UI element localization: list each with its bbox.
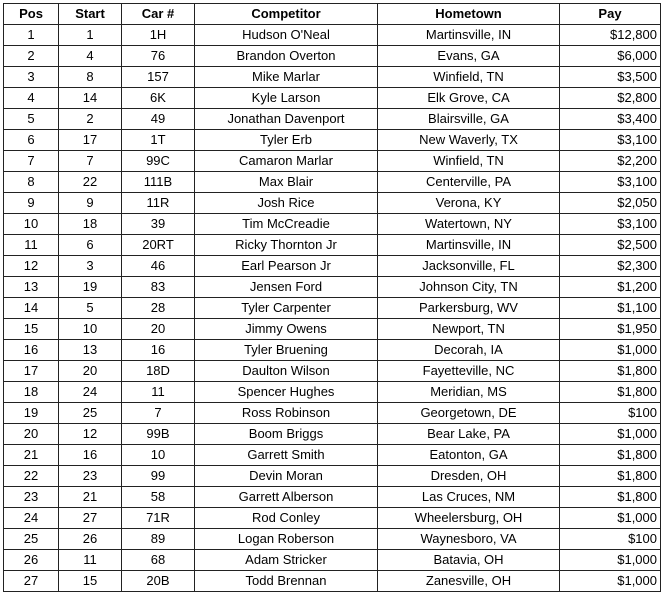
- cell-pos: 24: [4, 508, 59, 529]
- cell-start: 16: [59, 445, 122, 466]
- cell-car-number: 1T: [122, 130, 195, 151]
- cell-competitor: Tim McCreadie: [195, 214, 378, 235]
- cell-competitor: Garrett Smith: [195, 445, 378, 466]
- cell-car-number: 89: [122, 529, 195, 550]
- cell-pos: 19: [4, 403, 59, 424]
- cell-pos: 8: [4, 172, 59, 193]
- cell-pay: $1,000: [560, 508, 661, 529]
- results-table: [3, 3, 661, 592]
- cell-hometown: Watertown, NY: [378, 214, 560, 235]
- cell-hometown: Bear Lake, PA: [378, 424, 560, 445]
- cell-pos: 3: [4, 67, 59, 88]
- cell-pos: 2: [4, 46, 59, 67]
- table-row: [4, 571, 661, 592]
- cell-competitor: Spencer Hughes: [195, 382, 378, 403]
- table-row: [4, 256, 661, 277]
- cell-hometown: Martinsville, IN: [378, 25, 560, 46]
- cell-competitor: Logan Roberson: [195, 529, 378, 550]
- table-row: [4, 235, 661, 256]
- cell-start: 17: [59, 130, 122, 151]
- table-row: [4, 403, 661, 424]
- cell-competitor: Jonathan Davenport: [195, 109, 378, 130]
- cell-competitor: Max Blair: [195, 172, 378, 193]
- cell-hometown: Newport, TN: [378, 319, 560, 340]
- cell-car-number: 111B: [122, 172, 195, 193]
- cell-car-number: 99C: [122, 151, 195, 172]
- cell-pay: $1,000: [560, 424, 661, 445]
- cell-pos: 16: [4, 340, 59, 361]
- cell-competitor: Adam Stricker: [195, 550, 378, 571]
- cell-pay: $2,500: [560, 235, 661, 256]
- cell-hometown: Winfield, TN: [378, 151, 560, 172]
- cell-pos: 6: [4, 130, 59, 151]
- header-row: [4, 4, 661, 25]
- cell-start: 27: [59, 508, 122, 529]
- cell-competitor: Garrett Alberson: [195, 487, 378, 508]
- cell-competitor: Tyler Erb: [195, 130, 378, 151]
- cell-pay: $100: [560, 403, 661, 424]
- cell-car-number: 49: [122, 109, 195, 130]
- cell-pay: $3,400: [560, 109, 661, 130]
- cell-pay: $1,800: [560, 487, 661, 508]
- cell-start: 10: [59, 319, 122, 340]
- cell-hometown: Dresden, OH: [378, 466, 560, 487]
- table-row: [4, 46, 661, 67]
- cell-hometown: Batavia, OH: [378, 550, 560, 571]
- table-row: [4, 109, 661, 130]
- cell-competitor: Devin Moran: [195, 466, 378, 487]
- cell-car-number: 28: [122, 298, 195, 319]
- header-pos: Pos: [4, 4, 59, 25]
- table-row: [4, 67, 661, 88]
- table-row: [4, 298, 661, 319]
- table-row: [4, 382, 661, 403]
- cell-pos: 14: [4, 298, 59, 319]
- cell-pay: $1,800: [560, 382, 661, 403]
- cell-pay: $1,950: [560, 319, 661, 340]
- cell-start: 21: [59, 487, 122, 508]
- cell-start: 19: [59, 277, 122, 298]
- cell-competitor: Tyler Bruening: [195, 340, 378, 361]
- table-row: [4, 550, 661, 571]
- cell-hometown: Waynesboro, VA: [378, 529, 560, 550]
- cell-car-number: 58: [122, 487, 195, 508]
- cell-pay: $1,000: [560, 340, 661, 361]
- cell-hometown: Zanesville, OH: [378, 571, 560, 592]
- cell-pos: 20: [4, 424, 59, 445]
- cell-car-number: 76: [122, 46, 195, 67]
- cell-pay: $3,100: [560, 130, 661, 151]
- cell-pay: $3,500: [560, 67, 661, 88]
- cell-competitor: Kyle Larson: [195, 88, 378, 109]
- cell-car-number: 83: [122, 277, 195, 298]
- cell-hometown: Parkersburg, WV: [378, 298, 560, 319]
- cell-car-number: 1H: [122, 25, 195, 46]
- cell-pos: 1: [4, 25, 59, 46]
- table-row: [4, 277, 661, 298]
- cell-start: 2: [59, 109, 122, 130]
- cell-pay: $3,100: [560, 172, 661, 193]
- table-row: [4, 487, 661, 508]
- cell-start: 9: [59, 193, 122, 214]
- cell-pay: $1,800: [560, 445, 661, 466]
- cell-start: 24: [59, 382, 122, 403]
- cell-start: 23: [59, 466, 122, 487]
- cell-hometown: Georgetown, DE: [378, 403, 560, 424]
- cell-pos: 10: [4, 214, 59, 235]
- cell-start: 11: [59, 550, 122, 571]
- cell-pay: $1,100: [560, 298, 661, 319]
- cell-pos: 27: [4, 571, 59, 592]
- cell-pos: 25: [4, 529, 59, 550]
- cell-pos: 5: [4, 109, 59, 130]
- cell-hometown: Wheelersburg, OH: [378, 508, 560, 529]
- header-hometown: Hometown: [378, 4, 560, 25]
- cell-car-number: 7: [122, 403, 195, 424]
- cell-start: 15: [59, 571, 122, 592]
- table-row: [4, 319, 661, 340]
- table-row: [4, 529, 661, 550]
- cell-start: 6: [59, 235, 122, 256]
- cell-pos: 17: [4, 361, 59, 382]
- cell-pos: 26: [4, 550, 59, 571]
- cell-car-number: 20RT: [122, 235, 195, 256]
- cell-competitor: Josh Rice: [195, 193, 378, 214]
- cell-pos: 21: [4, 445, 59, 466]
- cell-pay: $6,000: [560, 46, 661, 67]
- cell-competitor: Todd Brennan: [195, 571, 378, 592]
- cell-hometown: Fayetteville, NC: [378, 361, 560, 382]
- cell-competitor: Ricky Thornton Jr: [195, 235, 378, 256]
- header-start: Start: [59, 4, 122, 25]
- cell-hometown: Verona, KY: [378, 193, 560, 214]
- cell-car-number: 6K: [122, 88, 195, 109]
- cell-car-number: 71R: [122, 508, 195, 529]
- cell-hometown: Evans, GA: [378, 46, 560, 67]
- cell-pos: 18: [4, 382, 59, 403]
- cell-start: 5: [59, 298, 122, 319]
- table-row: [4, 193, 661, 214]
- table-row: [4, 172, 661, 193]
- cell-start: 12: [59, 424, 122, 445]
- cell-start: 22: [59, 172, 122, 193]
- cell-competitor: Daulton Wilson: [195, 361, 378, 382]
- cell-start: 14: [59, 88, 122, 109]
- cell-pay: $1,000: [560, 571, 661, 592]
- cell-pos: 23: [4, 487, 59, 508]
- table-row: [4, 214, 661, 235]
- cell-hometown: Decorah, IA: [378, 340, 560, 361]
- cell-car-number: 10: [122, 445, 195, 466]
- header-car-number: Car #: [122, 4, 195, 25]
- cell-hometown: New Waverly, TX: [378, 130, 560, 151]
- header-pay: Pay: [560, 4, 661, 25]
- cell-competitor: Ross Robinson: [195, 403, 378, 424]
- cell-hometown: Blairsville, GA: [378, 109, 560, 130]
- cell-start: 1: [59, 25, 122, 46]
- cell-hometown: Elk Grove, CA: [378, 88, 560, 109]
- cell-competitor: Brandon Overton: [195, 46, 378, 67]
- cell-car-number: 11: [122, 382, 195, 403]
- table-row: [4, 88, 661, 109]
- cell-car-number: 18D: [122, 361, 195, 382]
- cell-competitor: Boom Briggs: [195, 424, 378, 445]
- cell-competitor: Camaron Marlar: [195, 151, 378, 172]
- cell-car-number: 39: [122, 214, 195, 235]
- table-row: [4, 340, 661, 361]
- table-row: [4, 25, 661, 46]
- cell-pos: 13: [4, 277, 59, 298]
- cell-pos: 15: [4, 319, 59, 340]
- cell-car-number: 20: [122, 319, 195, 340]
- cell-pos: 22: [4, 466, 59, 487]
- cell-pay: $100: [560, 529, 661, 550]
- cell-car-number: 16: [122, 340, 195, 361]
- cell-competitor: Hudson O'Neal: [195, 25, 378, 46]
- cell-hometown: Jacksonville, FL: [378, 256, 560, 277]
- cell-car-number: 99: [122, 466, 195, 487]
- cell-hometown: Meridian, MS: [378, 382, 560, 403]
- header-competitor: Competitor: [195, 4, 378, 25]
- cell-pay: $2,800: [560, 88, 661, 109]
- cell-pay: $3,100: [560, 214, 661, 235]
- cell-competitor: Jensen Ford: [195, 277, 378, 298]
- cell-pos: 11: [4, 235, 59, 256]
- cell-start: 13: [59, 340, 122, 361]
- cell-car-number: 68: [122, 550, 195, 571]
- table-row: [4, 445, 661, 466]
- cell-hometown: Winfield, TN: [378, 67, 560, 88]
- cell-pay: $1,200: [560, 277, 661, 298]
- cell-car-number: 157: [122, 67, 195, 88]
- table-row: [4, 151, 661, 172]
- cell-car-number: 20B: [122, 571, 195, 592]
- cell-hometown: Las Cruces, NM: [378, 487, 560, 508]
- cell-start: 26: [59, 529, 122, 550]
- cell-competitor: Tyler Carpenter: [195, 298, 378, 319]
- table-row: [4, 361, 661, 382]
- cell-car-number: 46: [122, 256, 195, 277]
- results-body: [4, 25, 661, 592]
- cell-competitor: Mike Marlar: [195, 67, 378, 88]
- cell-pay: $12,800: [560, 25, 661, 46]
- table-row: [4, 130, 661, 151]
- cell-start: 25: [59, 403, 122, 424]
- cell-start: 8: [59, 67, 122, 88]
- cell-pay: $2,200: [560, 151, 661, 172]
- cell-hometown: Eatonton, GA: [378, 445, 560, 466]
- cell-hometown: Johnson City, TN: [378, 277, 560, 298]
- cell-start: 3: [59, 256, 122, 277]
- cell-competitor: Jimmy Owens: [195, 319, 378, 340]
- cell-pos: 12: [4, 256, 59, 277]
- table-row: [4, 466, 661, 487]
- cell-pay: $2,050: [560, 193, 661, 214]
- cell-pay: $2,300: [560, 256, 661, 277]
- cell-car-number: 99B: [122, 424, 195, 445]
- cell-start: 18: [59, 214, 122, 235]
- table-row: [4, 424, 661, 445]
- cell-pos: 9: [4, 193, 59, 214]
- cell-start: 20: [59, 361, 122, 382]
- cell-competitor: Earl Pearson Jr: [195, 256, 378, 277]
- cell-competitor: Rod Conley: [195, 508, 378, 529]
- cell-pay: $1,000: [560, 550, 661, 571]
- table-row: [4, 508, 661, 529]
- cell-hometown: Centerville, PA: [378, 172, 560, 193]
- cell-pay: $1,800: [560, 466, 661, 487]
- cell-start: 7: [59, 151, 122, 172]
- cell-start: 4: [59, 46, 122, 67]
- cell-pos: 7: [4, 151, 59, 172]
- cell-car-number: 11R: [122, 193, 195, 214]
- cell-hometown: Martinsville, IN: [378, 235, 560, 256]
- cell-pos: 4: [4, 88, 59, 109]
- cell-pay: $1,800: [560, 361, 661, 382]
